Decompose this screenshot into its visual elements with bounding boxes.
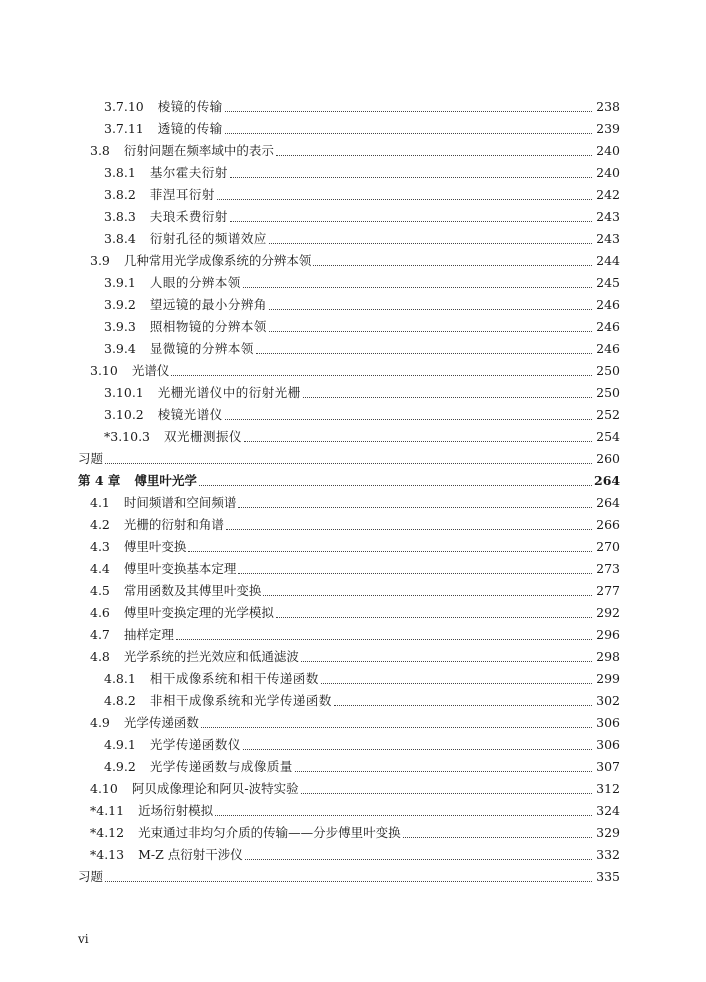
- toc-entry-page: 238: [596, 99, 620, 114]
- toc-entry: [0, 184, 620, 206]
- toc-entry-number: 4.8.1: [104, 671, 136, 686]
- dot-leader: [188, 550, 592, 552]
- toc-entry-page: 312: [596, 781, 620, 796]
- dot-leader: [243, 286, 592, 288]
- toc-entry: [0, 250, 620, 272]
- toc-entry-number: 4.6: [90, 605, 110, 620]
- dot-leader: [245, 858, 592, 860]
- toc-entry-page: 243: [596, 209, 620, 224]
- toc-entry-number: 3.7.10: [104, 99, 144, 114]
- dot-leader: [171, 374, 592, 376]
- toc-entry-title: 光学传递函数与成像质量: [149, 759, 293, 774]
- toc-entry-number: 3.9.1: [104, 275, 136, 290]
- toc-entry-number: 3.8.1: [104, 165, 136, 180]
- toc-entry-title: 双光栅测振仪: [164, 429, 243, 444]
- toc-entry-title: 光学传递函数仪: [149, 737, 241, 752]
- page-number-footer: vi: [78, 932, 89, 946]
- toc-entry-number: 3.10.2: [104, 407, 144, 422]
- toc-entry-page: 250: [596, 363, 620, 378]
- toc-entry: [0, 470, 620, 492]
- toc-entry-page: 260: [596, 451, 620, 466]
- toc-entry: [0, 294, 620, 316]
- toc-entry-page: 306: [596, 715, 620, 730]
- toc-entry-number: 3.8.4: [104, 231, 136, 246]
- dot-leader: [226, 528, 592, 530]
- toc-entry-number: 3.7.11: [104, 121, 144, 136]
- toc-entry: [0, 646, 620, 668]
- toc-entry-page: 240: [596, 165, 620, 180]
- toc-entry-number: 3.8.3: [104, 209, 136, 224]
- toc-entry-page: 246: [596, 319, 620, 334]
- toc-entry: [0, 580, 620, 602]
- toc-entry-page: 292: [596, 605, 620, 620]
- toc-entry-title: 常用函数及其傅里叶变换: [123, 583, 262, 598]
- toc-entry: [0, 162, 620, 184]
- toc-entry: [0, 690, 620, 712]
- toc-entry-title: 光学系统的拦光效应和低通滤波: [123, 649, 299, 664]
- dot-leader: [238, 572, 592, 574]
- dot-leader: [301, 792, 592, 794]
- toc-entry-number: 3.8.2: [104, 187, 136, 202]
- toc-entry-title: 傅里叶光学: [134, 473, 197, 488]
- toc-entry-title: 时间频谱和空间频谱: [123, 495, 237, 510]
- toc-entry-title: 傅里叶变换: [123, 539, 187, 554]
- dot-leader: [225, 132, 592, 134]
- toc-entry-number: 4.9: [90, 715, 110, 730]
- toc-entry-number: 3.10: [90, 363, 118, 378]
- dot-leader: [403, 836, 592, 838]
- dot-leader: [321, 682, 592, 684]
- toc-entry-title: 近场衍射模拟: [138, 803, 214, 818]
- toc-entry-title: M-Z 点衍射干涉仪: [138, 847, 243, 862]
- toc-entry: [0, 272, 620, 294]
- toc-entry-page: 307: [596, 759, 620, 774]
- toc-entry: [0, 316, 620, 338]
- toc-entry: [0, 360, 620, 382]
- toc-entry: [0, 712, 620, 734]
- toc-entry-page: 302: [596, 693, 620, 708]
- toc-entry-number: 4.5: [90, 583, 110, 598]
- dot-leader: [313, 264, 592, 266]
- toc-entry-page: 240: [596, 143, 620, 158]
- toc-entry-title: 非相干成像系统和光学传递函数: [149, 693, 332, 708]
- dot-leader: [269, 330, 592, 332]
- toc-entry-page: 254: [596, 429, 620, 444]
- dot-leader: [243, 748, 592, 750]
- toc-entry: [0, 778, 620, 800]
- toc-entry-number: 4.9.1: [104, 737, 136, 752]
- toc-entry-title: 光学传递函数: [123, 715, 199, 730]
- toc-entry-title: 光束通过非均匀介质的传输——分步傅里叶变换: [138, 825, 401, 840]
- toc-entry-number: 3.9.2: [104, 297, 136, 312]
- toc-entry-page: 299: [596, 671, 620, 686]
- dot-leader: [105, 462, 592, 464]
- toc-entry-page: 298: [596, 649, 620, 664]
- toc-entry: [0, 492, 620, 514]
- toc-entry: [0, 96, 620, 118]
- toc-entry-title: 棱镜光谱仪: [157, 407, 223, 422]
- toc-entry-page: 270: [596, 539, 620, 554]
- toc-entry-title: 基尔霍夫衍射: [149, 165, 228, 180]
- toc-entry: [0, 404, 620, 426]
- toc-entry: [0, 206, 620, 228]
- toc-entry: [0, 338, 620, 360]
- toc-entry-title: 望远镜的最小分辨角: [149, 297, 267, 312]
- toc-entry-page: 264: [594, 473, 621, 488]
- dot-leader: [295, 770, 592, 772]
- toc-entry-title: 显微镜的分辨本领: [149, 341, 254, 356]
- toc-entry-page: 277: [596, 583, 620, 598]
- dot-leader: [225, 418, 592, 420]
- toc-entry-page: 252: [596, 407, 620, 422]
- toc-entry-page: 329: [596, 825, 620, 840]
- toc-entry: [0, 800, 620, 822]
- dot-leader: [334, 704, 592, 706]
- toc-entry-title: 光栅的衍射和角谱: [123, 517, 224, 532]
- toc-entry-number: *4.12: [90, 825, 125, 840]
- toc-entry-page: 250: [596, 385, 620, 400]
- toc-entry: [0, 536, 620, 558]
- dot-leader: [225, 110, 592, 112]
- toc-entry-number: 4.3: [90, 539, 110, 554]
- toc-entry-page: 273: [596, 561, 620, 576]
- dot-leader: [238, 506, 592, 508]
- toc-entry: [0, 844, 620, 866]
- toc-entry-title: 习题: [78, 451, 104, 466]
- toc-entry: [0, 624, 620, 646]
- dot-leader: [217, 198, 592, 200]
- dot-leader: [199, 484, 592, 486]
- table-of-contents: [0, 96, 706, 888]
- toc-entry: [0, 382, 620, 404]
- dot-leader: [276, 154, 592, 156]
- toc-entry-page: 266: [596, 517, 620, 532]
- toc-entry-number: 3.10.1: [104, 385, 144, 400]
- toc-entry-page: 245: [596, 275, 620, 290]
- toc-entry: [0, 866, 620, 888]
- dot-leader: [105, 880, 592, 882]
- toc-entry: [0, 514, 620, 536]
- toc-entry-title: 光栅光谱仪中的衍射光栅: [157, 385, 301, 400]
- toc-entry-number: 4.1: [90, 495, 110, 510]
- toc-entry-title: 照相物镜的分辨本领: [149, 319, 267, 334]
- toc-entry-title: 几种常用光学成像系统的分辨本领: [123, 253, 312, 268]
- toc-entry: [0, 558, 620, 580]
- toc-entry-page: 332: [596, 847, 620, 862]
- dot-leader: [269, 242, 592, 244]
- toc-entry: [0, 756, 620, 778]
- toc-entry-title: 透镜的传输: [157, 121, 223, 136]
- toc-entry-number: 4.2: [90, 517, 110, 532]
- toc-entry-page: 264: [596, 495, 620, 510]
- toc-entry-page: 324: [596, 803, 620, 818]
- toc-entry: [0, 228, 620, 250]
- toc-entry-title: 傅里叶变换基本定理: [123, 561, 237, 576]
- toc-entry: [0, 668, 620, 690]
- toc-entry-page: 244: [596, 253, 620, 268]
- toc-entry-number: 4.7: [90, 627, 110, 642]
- toc-entry-number: 4.4: [90, 561, 110, 576]
- toc-entry-number: *3.10.3: [104, 429, 151, 444]
- toc-entry-number: 4.8: [90, 649, 110, 664]
- toc-entry-page: 296: [596, 627, 620, 642]
- toc-entry-page: 242: [596, 187, 620, 202]
- toc-entry: [0, 118, 620, 140]
- toc-entry-title: 菲涅耳衍射: [149, 187, 215, 202]
- dot-leader: [256, 352, 592, 354]
- toc-entry: [0, 734, 620, 756]
- dot-leader: [244, 440, 592, 442]
- toc-entry-number: 3.9: [90, 253, 110, 268]
- toc-entry: [0, 822, 620, 844]
- toc-entry-title: 阿贝成像理论和阿贝-波特实验: [131, 781, 299, 796]
- toc-entry-title: 棱镜的传输: [157, 99, 223, 114]
- toc-entry: [0, 448, 620, 470]
- toc-entry-title: 相干成像系统和相干传递函数: [149, 671, 319, 686]
- toc-entry-number: 3.9.3: [104, 319, 136, 334]
- toc-entry: [0, 602, 620, 624]
- toc-entry-page: 246: [596, 341, 620, 356]
- toc-entry-number: 第 4 章: [78, 473, 121, 488]
- toc-entry-title: 衍射问题在频率域中的表示: [123, 143, 274, 158]
- dot-leader: [269, 308, 592, 310]
- toc-entry-number: *4.13: [90, 847, 125, 862]
- dot-leader: [263, 594, 592, 596]
- dot-leader: [301, 660, 592, 662]
- toc-entry-number: 3.9.4: [104, 341, 136, 356]
- toc-entry-number: 4.9.2: [104, 759, 136, 774]
- toc-entry-page: 239: [596, 121, 620, 136]
- toc-entry-title: 傅里叶变换定理的光学模拟: [123, 605, 274, 620]
- toc-entry-title: 夫琅禾费衍射: [149, 209, 228, 224]
- toc-entry-page: 246: [596, 297, 620, 312]
- toc-entry: [0, 140, 620, 162]
- toc-entry-page: 306: [596, 737, 620, 752]
- toc-entry-number: 4.10: [90, 781, 118, 796]
- dot-leader: [230, 176, 592, 178]
- dot-leader: [230, 220, 592, 222]
- dot-leader: [303, 396, 592, 398]
- dot-leader: [215, 814, 592, 816]
- toc-entry-number: 4.8.2: [104, 693, 136, 708]
- toc-entry-title: 光谱仪: [131, 363, 170, 378]
- toc-entry-page: 243: [596, 231, 620, 246]
- toc-entry-title: 衍射孔径的频谱效应: [149, 231, 267, 246]
- toc-entry-title: 抽样定理: [123, 627, 174, 642]
- toc-entry-number: 3.8: [90, 143, 110, 158]
- dot-leader: [176, 638, 592, 640]
- toc-entry-number: *4.11: [90, 803, 125, 818]
- dot-leader: [201, 726, 592, 728]
- toc-entry: [0, 426, 620, 448]
- toc-entry-page: 335: [596, 869, 620, 884]
- toc-entry-title: 人眼的分辨本领: [149, 275, 241, 290]
- toc-entry-title: 习题: [78, 869, 104, 884]
- dot-leader: [276, 616, 592, 618]
